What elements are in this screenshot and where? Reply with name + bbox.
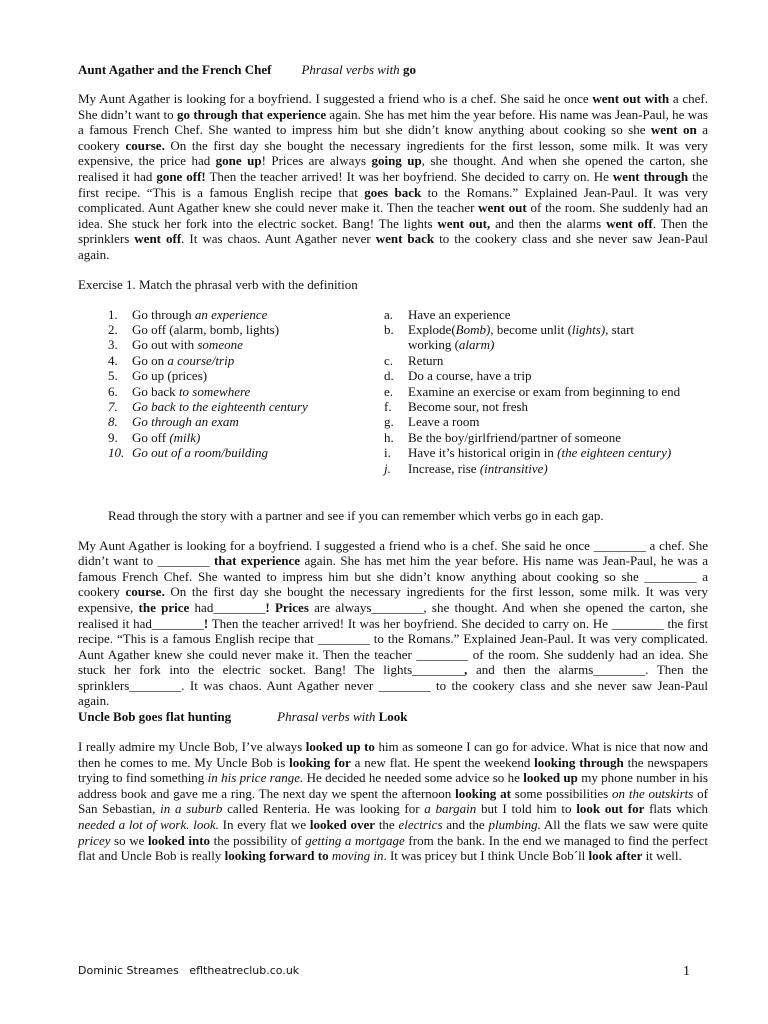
text-run: went off bbox=[606, 215, 653, 231]
text-run: of San Sebastian, bbox=[78, 785, 708, 817]
list-label: d. bbox=[384, 368, 394, 384]
text-run: a cookery bbox=[78, 122, 708, 153]
text-run: looked over bbox=[309, 817, 376, 833]
list-text bbox=[132, 430, 200, 445]
text-run: Have an experience bbox=[408, 306, 511, 322]
title2-subtitle: Phrasal verbs with Look bbox=[277, 709, 408, 725]
text-run: Bomb), bbox=[455, 321, 494, 337]
list-text bbox=[408, 384, 680, 399]
text-run: go through that experience bbox=[177, 106, 327, 122]
list-text bbox=[132, 307, 267, 322]
text-run: and then the alarms bbox=[490, 215, 607, 231]
text-run: my phone number in his address book and gave me a ring. The next day we spent the afternoon bbox=[78, 770, 708, 801]
text-run: Go out bbox=[132, 445, 171, 461]
text-run: an exam bbox=[195, 414, 239, 430]
text-run: of the room. She suddenly had an idea. She stuck her fork into the electric socket. Bang! The lights bbox=[78, 200, 708, 231]
text-run: Do a course, have a trip bbox=[408, 368, 532, 384]
verb-item bbox=[108, 414, 368, 429]
text-run: Go on bbox=[132, 352, 168, 368]
definition-item bbox=[384, 368, 714, 383]
text-run: gone off! bbox=[156, 168, 206, 184]
text-run: I really admire my Uncle Bob, I’ve always bbox=[78, 739, 306, 755]
text-run: ! bbox=[203, 615, 209, 631]
text-run: On the first day she bought the necessary ingredients for the first lesson, some milk. It was very expensive, the price had bbox=[78, 137, 709, 169]
page-number: 1 bbox=[683, 964, 690, 979]
text-run: from the bank. In the end we managed to find the perfect flat and Uncle Bob is really bbox=[78, 832, 709, 864]
text-run: looking for bbox=[289, 754, 351, 770]
text-run: looking at bbox=[455, 785, 511, 801]
text-run: of a room/building bbox=[171, 445, 269, 461]
definition-item bbox=[384, 307, 714, 322]
text-run: Then the teacher arrived! It was her boyfriend. She decided to carry on. He bbox=[205, 168, 613, 184]
verb-item bbox=[108, 384, 368, 399]
list-label: i. bbox=[384, 445, 391, 461]
text-run: the newspapers trying to find something bbox=[78, 754, 708, 786]
text-run: a course/trip bbox=[167, 352, 235, 368]
text-run: , she thought. And when she opened the carton, she realised it had bbox=[78, 153, 708, 184]
list-text bbox=[408, 445, 671, 460]
definition-list bbox=[384, 307, 714, 476]
text-run: went back bbox=[375, 231, 435, 247]
title2-main: Uncle Bob goes flat hunting bbox=[78, 709, 232, 725]
text-run: went off bbox=[134, 231, 182, 247]
text-run: Go up (prices) bbox=[132, 368, 208, 384]
text-run: a bargain bbox=[424, 801, 477, 817]
text-run: look after bbox=[588, 848, 643, 864]
matching-exercise bbox=[78, 307, 708, 482]
definition-item bbox=[384, 430, 714, 445]
gap-fill-paragraph bbox=[78, 538, 708, 710]
text-run: and then the alarms________. Then the sprinklers________. It was chaos. Aunt Agather never ________ to the cookery class and she never saw Jean-Paul again. bbox=[78, 662, 709, 709]
instruction-text: Read through the story with a partner and see if you can remember which verbs go in each gap. bbox=[108, 507, 604, 523]
list-text bbox=[408, 322, 634, 337]
list-label: 2. bbox=[108, 321, 118, 337]
story-title-2 bbox=[78, 709, 708, 725]
text-run: flats which bbox=[644, 801, 709, 817]
text-run: looking forward to bbox=[224, 848, 329, 864]
text-run: Go off (alarm, bomb, lights) bbox=[132, 321, 280, 337]
text-run: looking through bbox=[534, 754, 624, 770]
text-run: went through bbox=[612, 168, 689, 184]
definition-item bbox=[384, 384, 714, 399]
text-run: went out, bbox=[437, 215, 491, 231]
text-run: . It was chaos. Aunt Agather never bbox=[181, 231, 376, 247]
text-run: (milk) bbox=[169, 429, 201, 445]
text-run: looked up bbox=[523, 770, 578, 786]
verb-item bbox=[108, 353, 368, 368]
list-label: a. bbox=[384, 306, 394, 322]
verb-item bbox=[108, 445, 368, 460]
text-run: again. She has met him the year before. His name was Jean-Paul, he was a famous French Chef. She wanted to impress him but she didn’t know anything about cooking so she ________ a cookery bbox=[78, 553, 708, 600]
story-paragraph-2 bbox=[78, 739, 708, 864]
text-run: Have it’s historical origin in bbox=[408, 445, 558, 461]
text-run: that experience bbox=[214, 553, 301, 569]
text-run: looked up to bbox=[305, 739, 375, 755]
list-label: 7. bbox=[108, 398, 118, 414]
text-run: look out for bbox=[576, 801, 645, 817]
list-text bbox=[408, 307, 511, 322]
text-run: All the flats we saw were quite bbox=[540, 817, 708, 833]
text-run: Go out with bbox=[132, 337, 198, 353]
text-run: getting a mortgage bbox=[305, 832, 405, 848]
list-text bbox=[132, 322, 279, 337]
text-run: . Then the sprinklers bbox=[78, 215, 709, 247]
list-label: j. bbox=[384, 460, 391, 476]
list-text bbox=[408, 368, 531, 383]
definition-item bbox=[384, 399, 714, 414]
text-run: him as someone I can go for advice. What is nice that now and then he comes to me. My Uncle Bob is bbox=[78, 739, 708, 770]
footer-author: Dominic Streames bbox=[78, 964, 179, 977]
text-run: the first recipe. “This is a famous English recipe that bbox=[78, 168, 708, 200]
list-text bbox=[132, 414, 239, 429]
text-run: Prices bbox=[274, 599, 309, 615]
text-run: on the outskirts bbox=[612, 785, 694, 801]
text-run: to the Romans.” Explained Jean-Paul. It was very complicated. Aunt Agather knew she could never make it. Then the teacher bbox=[78, 184, 708, 216]
title-subtitle: Phrasal verbs with go bbox=[301, 62, 416, 77]
list-text bbox=[408, 430, 621, 445]
text-run: Increase, rise bbox=[408, 460, 480, 476]
definition-item bbox=[384, 414, 714, 429]
text-run: had________ bbox=[189, 599, 266, 615]
list-text bbox=[132, 399, 308, 414]
definition-item bbox=[384, 322, 714, 337]
verb-item bbox=[108, 322, 368, 337]
text-run: Examine an exercise or exam from beginning to end bbox=[408, 383, 681, 399]
text-run: Then the teacher arrived! It was her boyfriend. She decided to carry on. He ________ the first recipe. “This is a famous English recipe that ________ to the Romans.” Explained Jean-Paul. It was very complicated. Aunt Agather knew she could never make it. Then the teacher ________ of the room. She suddenly had an idea. She stuck her fork into the electric socket. Bang! The lights________ bbox=[78, 615, 708, 678]
text-run: the price bbox=[138, 599, 190, 615]
list-label: 9. bbox=[108, 429, 118, 445]
phrasal-verb-list bbox=[108, 307, 368, 461]
text-run: (the eighteen century) bbox=[557, 445, 672, 461]
list-label: 10. bbox=[108, 445, 125, 461]
text-run: working ( bbox=[408, 337, 459, 353]
list-text bbox=[132, 445, 268, 460]
list-text bbox=[408, 337, 494, 352]
text-run: are always________, she thought. And when she opened the carton, she realised it had________ bbox=[78, 599, 709, 631]
list-text bbox=[408, 399, 528, 414]
text-run: gone up bbox=[215, 153, 262, 169]
story-title bbox=[78, 62, 708, 78]
text-run: looked into bbox=[147, 832, 211, 848]
list-label: e. bbox=[384, 383, 394, 399]
text-run: and the bbox=[442, 817, 489, 833]
text-run: some possibilities bbox=[510, 785, 613, 801]
list-label: 4. bbox=[108, 352, 118, 368]
list-text bbox=[408, 414, 479, 429]
text-run: look. bbox=[193, 817, 219, 833]
text-run: Go off bbox=[132, 429, 170, 445]
text-run: My Aunt Agather is looking for a boyfriend. I suggested a friend who is a chef. She said he once bbox=[78, 91, 593, 106]
text-run: Leave a room bbox=[408, 414, 480, 430]
text-run: went out bbox=[478, 200, 527, 216]
text-run: plumbing. bbox=[488, 817, 541, 833]
verb-item bbox=[108, 399, 368, 414]
list-label: h. bbox=[384, 429, 394, 445]
list-label: f. bbox=[384, 398, 392, 414]
list-label: 3. bbox=[108, 337, 118, 353]
text-run: so we bbox=[110, 832, 148, 848]
text-run: lights), bbox=[571, 321, 609, 337]
footer-site: efltheatreclub.co.uk bbox=[189, 964, 300, 977]
list-label: 6. bbox=[108, 383, 118, 399]
text-run: Become sour, not fresh bbox=[408, 398, 529, 414]
list-label: 1. bbox=[108, 306, 118, 322]
document-page bbox=[78, 62, 708, 864]
text-run: , bbox=[464, 662, 468, 678]
text-run: to the eighteenth century bbox=[178, 398, 308, 414]
text-run: a chef. She didn’t want to bbox=[78, 91, 709, 122]
title-main: Aunt Agather and the French Chef bbox=[78, 62, 272, 77]
exercise-heading: Exercise 1. Match the phrasal verb with the definition bbox=[78, 276, 358, 292]
text-run: ! bbox=[265, 599, 270, 615]
text-run: went on bbox=[650, 122, 697, 138]
text-run: the possibility of bbox=[210, 832, 306, 848]
list-label bbox=[384, 337, 408, 352]
text-run: become unlit ( bbox=[493, 321, 572, 337]
list-text bbox=[132, 368, 207, 383]
text-run: it well. bbox=[642, 848, 682, 864]
verb-item bbox=[108, 430, 368, 445]
text-run: course. bbox=[125, 137, 165, 153]
definition-item bbox=[384, 353, 714, 368]
page-footer bbox=[78, 964, 690, 977]
definition-item bbox=[384, 337, 714, 352]
verb-item bbox=[108, 307, 368, 322]
text-run: Go back bbox=[132, 383, 179, 399]
text-run: went out with bbox=[592, 91, 670, 106]
text-run: in his price range. bbox=[207, 770, 304, 786]
text-run: moving in bbox=[331, 848, 384, 864]
text-run: course. bbox=[125, 584, 165, 600]
text-run: a new flat. He spent the weekend bbox=[350, 754, 535, 770]
list-text bbox=[408, 353, 443, 368]
text-run: needed a lot of work. bbox=[78, 817, 190, 833]
verb-item bbox=[108, 337, 368, 352]
text-run: the bbox=[375, 817, 399, 833]
text-run: Return bbox=[408, 352, 444, 368]
text-run: goes back bbox=[364, 184, 422, 200]
list-label: c. bbox=[384, 352, 394, 368]
text-run: an experience bbox=[194, 306, 268, 322]
list-label: 5. bbox=[108, 368, 118, 384]
text-run: On the first day she bought the necessary ingredients for the first lesson, some milk. It was very expensive, bbox=[78, 584, 709, 615]
text-run: pricey bbox=[78, 832, 111, 848]
text-run: called Renteria. He was looking for bbox=[222, 801, 425, 817]
text-run: to the cookery class and she never saw Jean-Paul again. bbox=[78, 231, 708, 262]
verb-item bbox=[108, 368, 368, 383]
list-text bbox=[132, 337, 243, 352]
text-run: Go back bbox=[132, 398, 179, 414]
text-run: Go through bbox=[132, 306, 195, 322]
text-run: but I told him to bbox=[476, 801, 577, 817]
text-run: ! Prices are always bbox=[261, 153, 372, 169]
text-run: My Aunt Agather is looking for a boyfriend. I suggested a friend who is a chef. She said he once ________ a chef. She didn’t want to ________ bbox=[78, 537, 708, 569]
definition-item bbox=[384, 445, 714, 460]
text-run: alarm) bbox=[458, 337, 495, 353]
text-run: going up bbox=[371, 153, 422, 169]
text-run: electrics bbox=[398, 817, 443, 833]
text-run: Explode( bbox=[408, 321, 456, 337]
text-run: Go through bbox=[132, 414, 196, 430]
list-text bbox=[132, 384, 250, 399]
text-run: start bbox=[608, 321, 635, 337]
text-run: someone bbox=[197, 337, 243, 353]
list-label: b. bbox=[384, 321, 394, 337]
text-run: He decided he needed some advice so he bbox=[303, 770, 524, 786]
list-text bbox=[132, 353, 234, 368]
list-text bbox=[408, 461, 548, 476]
text-run: In every flat we bbox=[218, 817, 310, 833]
text-run: (intransitive) bbox=[479, 460, 548, 476]
text-run: Be the boy/girlfriend/partner of someone bbox=[408, 429, 621, 445]
text-run: to somewhere bbox=[178, 383, 251, 399]
text-run: again. She has met him the year before. His name was Jean-Paul, he was a famous French Chef. She wanted to impress him but she didn’t know anything about cooking so she bbox=[78, 106, 708, 138]
definition-item bbox=[384, 461, 714, 476]
list-label: 8. bbox=[108, 414, 118, 430]
text-run: . It was pricey but I think Uncle Bob´ll bbox=[383, 848, 589, 864]
story-paragraph bbox=[78, 91, 708, 263]
text-run: in a suburb bbox=[160, 801, 223, 817]
list-label: g. bbox=[384, 414, 394, 430]
